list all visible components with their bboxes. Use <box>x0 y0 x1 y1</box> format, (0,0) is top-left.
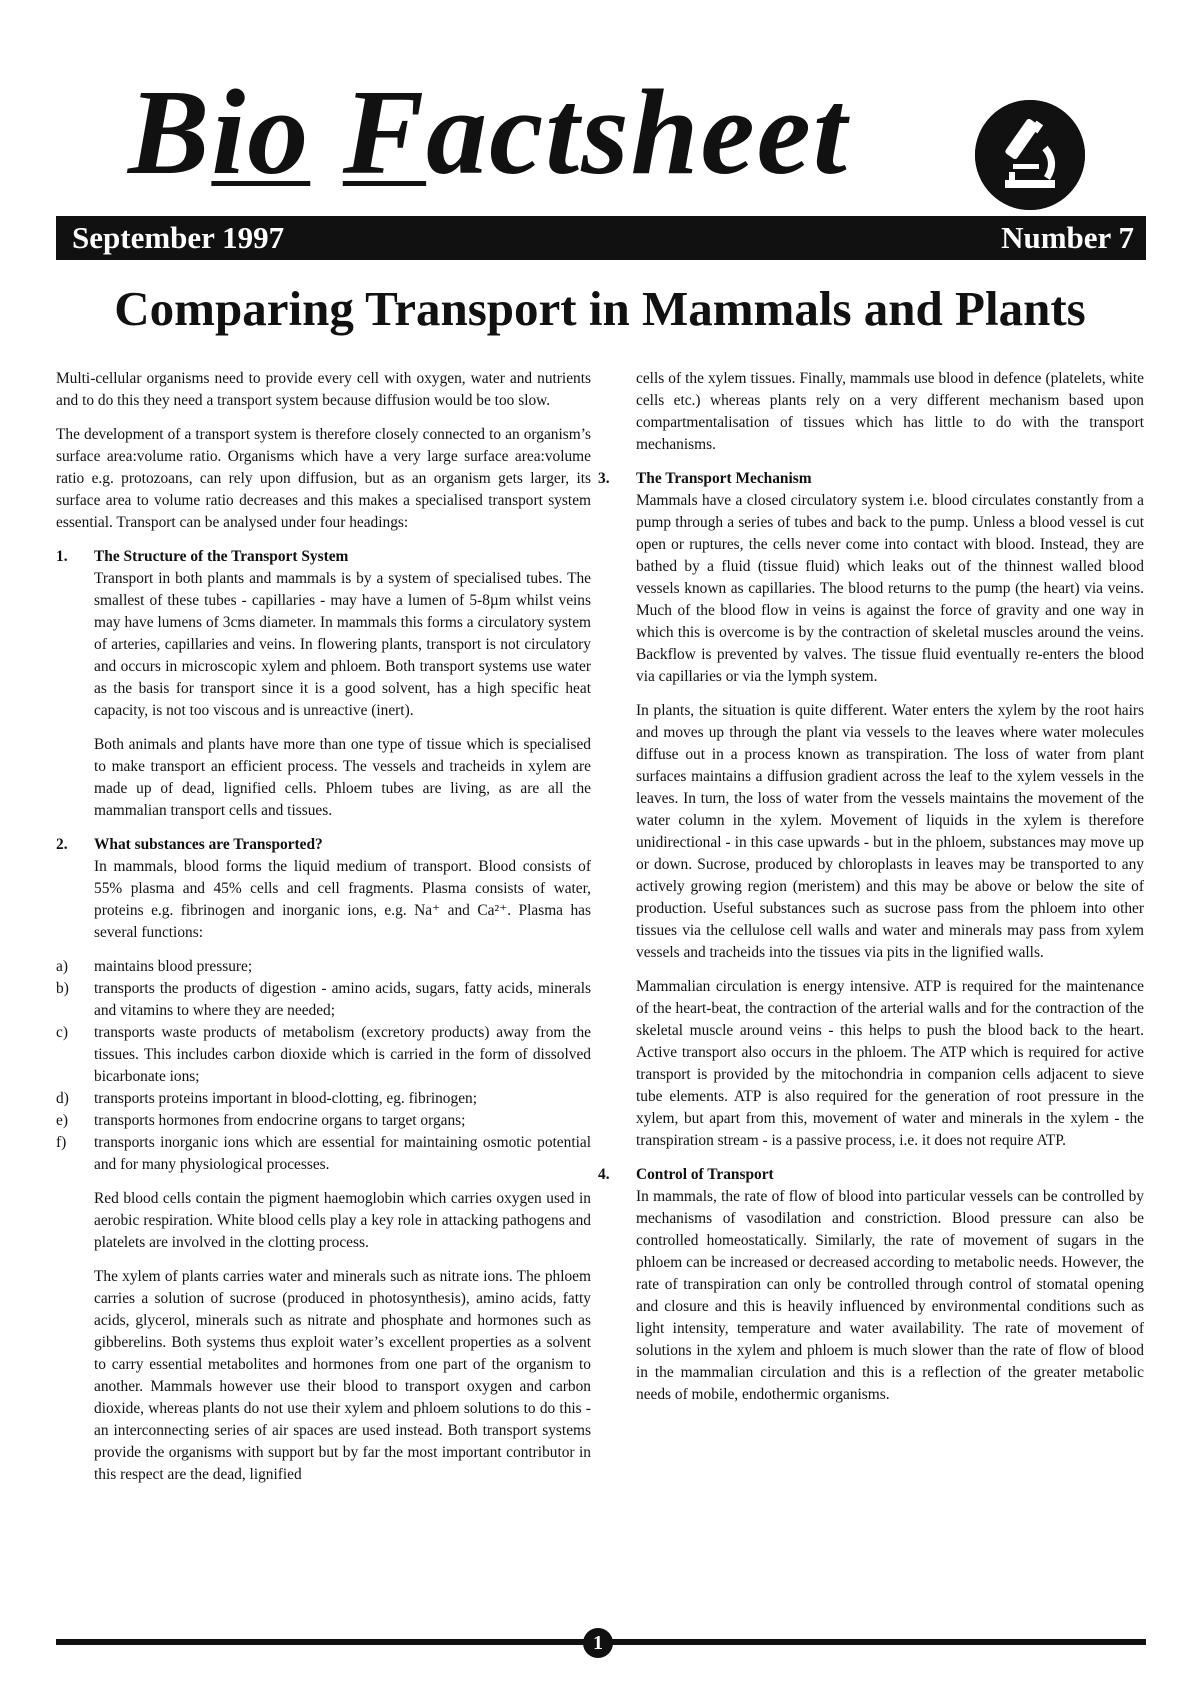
list-item-letter: c) <box>56 1024 68 1041</box>
continued-paragraph: cells of the xylem tissues. Finally, mammals use blood in defence (platelets, white cells etc.) whereas plants rely on a very different mechanism based upon compartmentalisation of tissues which has little to do with the transport mechanisms. <box>636 370 1144 453</box>
intro-paragraph-2: The development of a transport system is therefore closely connected to an organism’s surface area:volume ratio. Organisms which have a very large surface area:volume ratio e.g. protozoans, can rely upon diffusion, but as an organism gets larger, its surface area to volume ratio decreases and this makes a specialised transport system essential. Transport can be analysed under four headings: <box>56 426 591 531</box>
list-item <box>56 978 591 1022</box>
brand-b: B <box>128 65 212 200</box>
section-2-heading <box>56 834 591 856</box>
list-item-text: transports the products of digestion - amino acids, sugars, fatty acids, minerals and vitamins to where they are needed; <box>94 980 591 1019</box>
issue-number: Number 7 <box>1001 220 1134 255</box>
section-1-number: 1. <box>56 548 68 565</box>
section-3-number: 3. <box>598 470 610 487</box>
intro-paragraph-1: Multi-cellular organisms need to provide every cell with oxygen, water and nutrients and to do this they need a transport system because diffusion would be too slow. <box>56 370 591 409</box>
section-3-paragraph-1: Mammals have a closed circulatory system i.e. blood circulates constantly from a pump through a series of tubes and back to the pump. Unless a blood vessel is cut open or ruptures, the cells never come into contact with blood. Instead, they are bathed by a fluid (tissue fluid) which leaks out of the thinnest walled blood vessels known as capillaries. The blood returns to the pump (the heart) via veins. Much of the blood flow in veins is against the force of gravity and one way in which this is overcome is by the contraction of skeletal muscles around the veins. Backflow is prevented by valves. The tissue fluid eventually re-enters the blood via capillaries or via the lymph system. <box>636 492 1144 685</box>
section-4-title: Control of Transport <box>636 1166 774 1183</box>
plasma-functions-list <box>56 956 591 1176</box>
section-1-title: The Structure of the Transport System <box>94 548 349 565</box>
section-4-number: 4. <box>598 1166 610 1183</box>
brand-actsheet: actsheet <box>426 65 849 200</box>
list-item-letter: f) <box>56 1134 67 1151</box>
section-2-title: What substances are Transported? <box>94 836 323 853</box>
microscope-logo-icon <box>975 100 1085 210</box>
right-column <box>598 368 1144 1418</box>
list-item-text: transports hormones from endocrine organs to target organs; <box>94 1112 466 1129</box>
issue-bar <box>56 216 1146 260</box>
section-3-title: The Transport Mechanism <box>636 470 812 487</box>
left-column <box>56 368 591 1498</box>
list-item-letter: e) <box>56 1112 68 1129</box>
section-3-paragraph-2: In plants, the situation is quite different. Water enters the xylem by the root hairs and moves up through the plant via vessels to the leaves where water molecules diffuse out in a process known as transpiration. The loss of water from plant surfaces maintains a diffusion gradient across the leaf to the xylem vessels in the leaves. In turn, the loss of water from the vessels maintains the movement of the water column in the xylem. Movement of liquids in the xylem is therefore unidirectional - in this case upwards - but in the phloem, substances may move up or down. Sucrose, produced by chloroplasts in leaves may be transported to any actively growing region (meristem) and this may be above or below the site of production. Useful substances such as sucrose pass from the phloem into other tissues via the cellulose cell walls and water and minerals may pass from xylem vessels and tracheids into the tissues via pits in the lignified walls. <box>636 702 1144 961</box>
section-2-paragraph-3: The xylem of plants carries water and minerals such as nitrate ions. The phloem carries a solution of sucrose (produced in photosynthesis), amino acids, fatty acids, glycerol, minerals such as nitrate and phosphate and hormones such as gibberelins. Both systems thus exploit water’s excellent properties as a solvent to carry essential metabolites and hormones from one part of the organism to another. Mammals however use their blood to transport oxygen and carbon dioxide, whereas plants do not use their xylem and phloem solutions to do this - an interconnecting series of air spaces are used instead. Both transport systems provide the organisms with support but by far the most important contributor in this respect are the dead, lignified <box>94 1268 591 1483</box>
list-item <box>56 1110 591 1132</box>
page-number: 1 <box>583 1628 613 1658</box>
brand-title <box>128 65 849 200</box>
section-2-number: 2. <box>56 836 68 853</box>
issue-date: September 1997 <box>72 220 285 255</box>
list-item-text: transports proteins important in blood-clotting, eg. fibrinogen; <box>94 1090 477 1107</box>
section-1-paragraph-2: Both animals and plants have more than one type of tissue which is specialised to make transport an efficient process. The vessels and tracheids in xylem are made up of dead, lignified cells. Phloem tubes are living, as are all the mammalian transport cells and tissues. <box>94 736 591 819</box>
section-2-paragraph-1: In mammals, blood forms the liquid medium of transport. Blood consists of 55% plasma and 45% cells and cell fragments. Plasma consists of water, proteins e.g. fibrinogen and inorganic ions, e.g. Na⁺ and Ca²⁺. Plasma has several functions: <box>94 858 591 941</box>
section-1-paragraph-1: Transport in both plants and mammals is by a system of specialised tubes. The smallest of these tubes - capillaries - may have a lumen of 5-8µm whilst veins may have lumens of 3cms diameter. In mammals this forms a circulatory system of arteries, capillaries and veins. In flowering plants, transport is not circulatory and occurs in microscopic xylem and phloem. Both transport systems use water as the basis for transport since it is a good solvent, has a high specific heat capacity, is not too viscous and is unreactive (inert). <box>94 570 591 719</box>
section-4-heading <box>598 1164 1144 1186</box>
list-item <box>56 956 591 978</box>
section-4-paragraph-1: In mammals, the rate of flow of blood into particular vessels can be controlled by mechanisms of vasodilation and constriction. Blood pressure can also be controlled homeostatically. Similarly, the rate of movement of sugars in the phloem can be increased or decreased according to metabolic needs. However, the rate of transpiration can only be controlled through control of stomatal opening and closure and this is heavily influenced by environmental conditions such as light intensity, temperature and water availability. The rate of movement of solutions in the xylem and phloem is much slower than the rate of flow of blood in the mammalian circulation and this is a reflection of the greater metabolic needs of mobile, endothermic organisms. <box>636 1188 1144 1403</box>
section-2-paragraph-2: Red blood cells contain the pigment haemoglobin which carries oxygen used in aerobic respiration. White blood cells play a key role in attacking pathogens and platelets are involved in the clotting process. <box>94 1190 591 1251</box>
article-title: Comparing Transport in Mammals and Plants <box>114 281 1086 336</box>
brand-f: F <box>342 65 427 200</box>
section-3-paragraph-3: Mammalian circulation is energy intensive. ATP is required for the maintenance of the heart-beat, the contraction of the arterial walls and for the contraction of the skeletal muscle around veins - this helps to push the blood back to the heart. Active transport also occurs in the phloem. The ATP which is required for active transport is provided by the mitochondria in companion cells adjacent to sieve tube elements. ATP is also required for the generation of root pressure in the xylem, but apart from this, movement of water and minerals in the xylem - the transpiration stream - is a passive process, i.e. it does not require ATP. <box>636 978 1144 1149</box>
list-item-letter: d) <box>56 1090 69 1107</box>
section-1-heading <box>56 546 591 568</box>
list-item <box>56 1022 591 1088</box>
list-item-letter: a) <box>56 958 68 975</box>
list-item-text: transports inorganic ions which are essential for maintaining osmotic potential and for many physiological processes. <box>94 1134 591 1173</box>
list-item-text: maintains blood pressure; <box>94 958 253 975</box>
list-item <box>56 1088 591 1110</box>
masthead <box>0 0 1200 220</box>
list-item-text: transports waste products of metabolism (excretory products) away from the tissues. This includes carbon dioxide which is carried in the form of dissolved bicarbonate ions; <box>94 1024 591 1085</box>
brand-io: io <box>211 65 311 200</box>
list-item <box>56 1132 591 1176</box>
brand-space <box>310 65 343 200</box>
list-item-letter: b) <box>56 980 69 997</box>
section-3-heading <box>598 468 1144 490</box>
